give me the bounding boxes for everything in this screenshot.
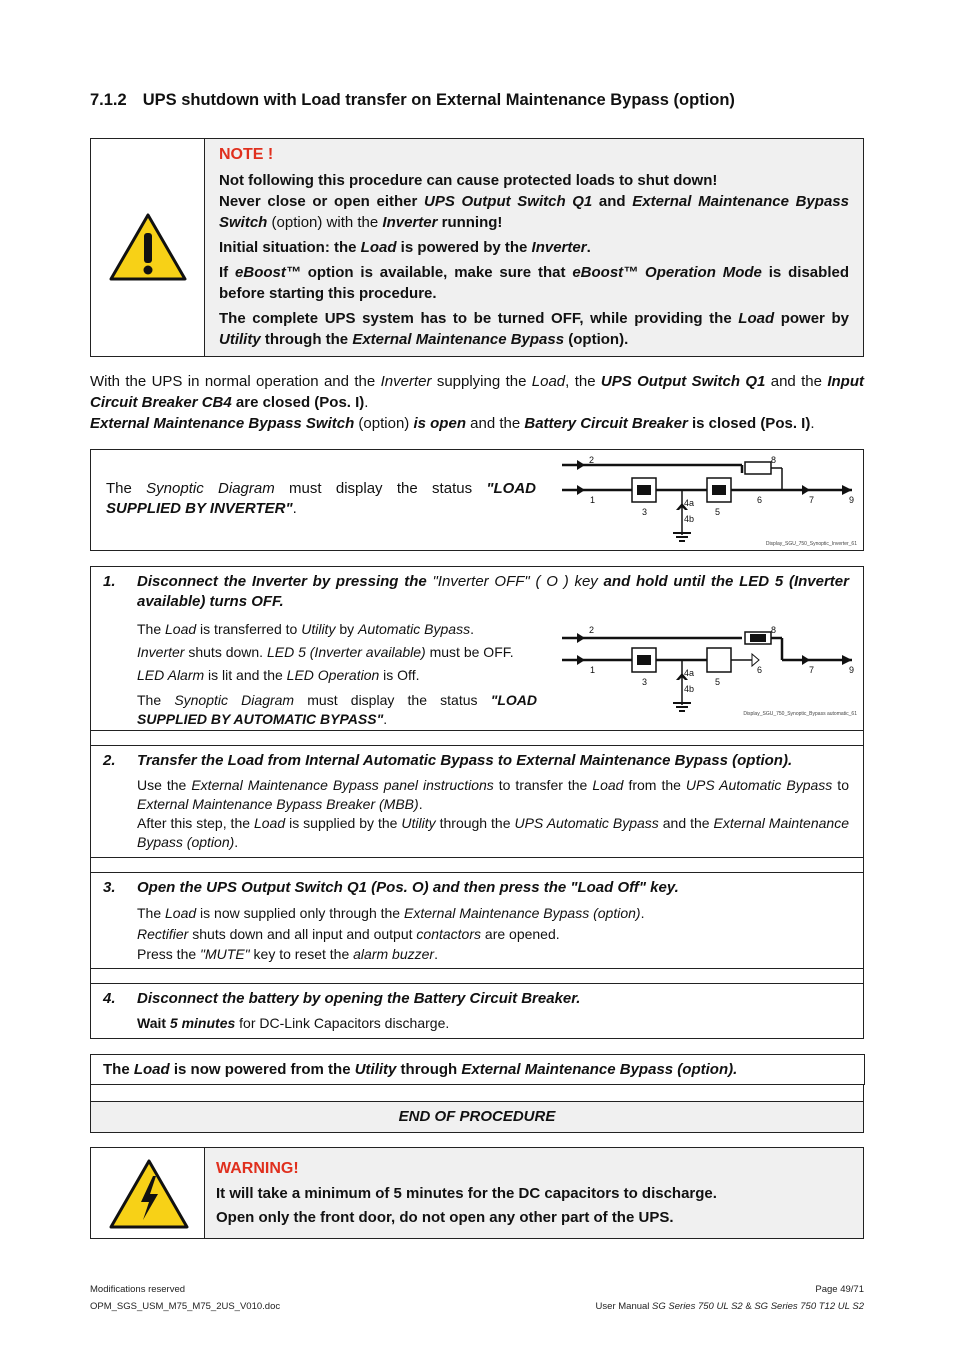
node-label: 8: [771, 625, 777, 635]
step-1-line-1: The Load is transferred to Utility by Automatic Bypass.: [137, 621, 474, 637]
step-1-title: Disconnect the Inverter by pressing the "Inverter OFF" ( O ) key and hold until the LED 5 (Inverter available) turns OFF.: [137, 573, 849, 610]
footer-modifications: Modifications reserved: [90, 1284, 186, 1295]
step-2-box: [90, 745, 864, 858]
intro-line-2: External Maintenance Bypass Switch (option) is open and the Battery Circuit Breaker is closed (Pos. I).: [90, 415, 815, 432]
footer-manual-title: User Manual SG Series 750 UL S2 & SG Series 750 T12 UL S2: [595, 1301, 864, 1312]
step-1-header: [103, 572, 849, 612]
spacer-row: [90, 1084, 864, 1102]
warning-icon-cell: [91, 1148, 205, 1238]
step-1-line-2: Inverter shuts down. LED 5 (Inverter available) must be OFF.: [137, 644, 514, 660]
note-label: NOTE !: [219, 146, 274, 163]
node-label: 6: [757, 665, 763, 675]
step-4-body: Wait 5 minutes for DC-Link Capacitors discharge.: [137, 1015, 450, 1031]
step-3-box: [90, 872, 864, 969]
final-status-text: The Load is now powered from the Utility through External Maintenance Bypass (option).: [103, 1061, 738, 1078]
diagram-caption: Display_SGU_750_Synoptic_Bypass automatic_61: [743, 711, 857, 717]
node-label: 4a: [684, 498, 695, 508]
step-2-title: Transfer the Load from Internal Automatic Bypass to External Maintenance Bypass (option).: [137, 752, 793, 769]
step-1-box: [90, 566, 864, 731]
step-3-header: [103, 878, 849, 898]
section-title: UPS shutdown with Load transfer on External Maintenance Bypass (option): [142, 91, 735, 109]
step-3-line-1: The Load is now supplied only through the External Maintenance Bypass (option).: [137, 905, 645, 921]
node-label: 4b: [684, 514, 695, 524]
node-label: 5: [715, 677, 721, 687]
node-label: 7: [809, 665, 815, 675]
step-1-line-3: LED Alarm is lit and the LED Operation is Off.: [137, 667, 420, 683]
synoptic-inverter-text: The Synoptic Diagram must display the status "LOAD SUPPLIED BY INVERTER".: [106, 480, 537, 517]
node-label: 8: [771, 455, 777, 465]
step-2-para-1: Use the External Maintenance Bypass panel instructions to transfer the Load from the UPS Automatic Bypass to External Maintenance Bypass Breaker (MBB).: [137, 777, 849, 812]
synoptic-diagram-bypass: [557, 623, 862, 719]
node-label: 6: [757, 495, 763, 505]
spacer-row: [90, 730, 864, 746]
warning-content: [216, 1158, 856, 1230]
spacer-row: [90, 968, 864, 984]
note-content: [219, 144, 849, 350]
warning-line-1: It will take a minimum of 5 minutes for the DC capacitors to discharge.: [216, 1185, 717, 1202]
synoptic-box-inverter: [90, 449, 864, 551]
diagram-caption: Display_SGU_750_Synoptic_Inverter_61: [765, 541, 857, 547]
note-icon-cell: [91, 139, 205, 356]
step-1-body: [137, 618, 537, 729]
warning-line-2: Open only the front door, do not open any other part of the UPS.: [216, 1209, 674, 1226]
step-3-line-2: Rectifier shuts down and all input and output contactors are opened.: [137, 925, 560, 942]
section-number: 7.1.2: [90, 91, 127, 109]
end-of-procedure-box: [90, 1101, 864, 1133]
node-label: 4b: [684, 684, 695, 694]
node-label: 1: [590, 665, 596, 675]
step-number: 1.: [103, 573, 116, 590]
high-voltage-icon: [108, 1158, 190, 1230]
node-label: 2: [589, 455, 595, 465]
warning-triangle-icon: [108, 211, 188, 283]
note-line-5: The complete UPS system has to be turned OFF, while providing the Load power by Utility through the External Maintenance Bypass (option).: [219, 310, 850, 348]
intro-line-1: With the UPS in normal operation and the Inverter supplying the Load, the UPS Output Switch Q1 and the Input Circuit Breaker CB4 are closed (Pos. I).: [90, 373, 864, 411]
intro-paragraph: [90, 371, 864, 434]
node-label: 5: [715, 507, 721, 517]
step-number: 2.: [103, 752, 116, 769]
step-3-line-3: Press the "MUTE" key to reset the alarm buzzer.: [137, 946, 438, 962]
node-label: 4a: [684, 668, 695, 678]
footer-page-number: Page 49/71: [815, 1284, 864, 1295]
end-of-procedure-text: END OF PROCEDURE: [398, 1108, 556, 1125]
node-label: 3: [642, 507, 648, 517]
step-2-para-2: After this step, the Load is supplied by the Utility through the UPS Automatic Bypass and the External Maintenance Bypass (option).: [137, 815, 849, 850]
step-2-header: [103, 751, 849, 771]
node-label: 9: [849, 665, 855, 675]
section-heading: [90, 91, 735, 110]
spacer-row: [90, 857, 864, 873]
note-line-1: Not following this procedure can cause protected loads to shut down!: [219, 172, 718, 189]
node-label: 9: [849, 495, 855, 505]
node-label: 2: [589, 625, 595, 635]
note-line-3: Initial situation: the Load is powered by the Inverter.: [219, 239, 591, 256]
step-number: 4.: [103, 990, 116, 1007]
step-number: 3.: [103, 879, 116, 896]
footer-doc-name: OPM_SGS_USM_M75_M75_2US_V010.doc: [90, 1301, 281, 1312]
step-4-box: [90, 983, 864, 1039]
node-label: 7: [809, 495, 815, 505]
final-status-box: [90, 1054, 865, 1085]
step-2-body: [137, 776, 849, 852]
warning-label: WARNING!: [216, 1160, 299, 1177]
step-3-title: Open the UPS Output Switch Q1 (Pos. O) and then press the "Load Off" key.: [137, 879, 679, 896]
step-4-title: Disconnect the battery by opening the Battery Circuit Breaker.: [137, 990, 581, 1007]
warning-box: [90, 1147, 864, 1239]
node-label: 3: [642, 677, 648, 687]
step-3-body: [137, 903, 849, 965]
synoptic-diagram-inverter: [557, 453, 862, 549]
step-1-line-4: The Synoptic Diagram must display the status "LOAD SUPPLIED BY AUTOMATIC BYPASS".: [137, 692, 538, 727]
step-4-header: [103, 989, 849, 1009]
note-box: [90, 138, 864, 357]
node-label: 1: [590, 495, 596, 505]
note-line-4: If eBoost™ option is available, make sure that eBoost™ Operation Mode is disabled before starting this procedure.: [219, 264, 849, 302]
note-line-2: Never close or open either UPS Output Switch Q1 and External Maintenance Bypass Switch (option) with the Inverter running!: [219, 193, 849, 231]
